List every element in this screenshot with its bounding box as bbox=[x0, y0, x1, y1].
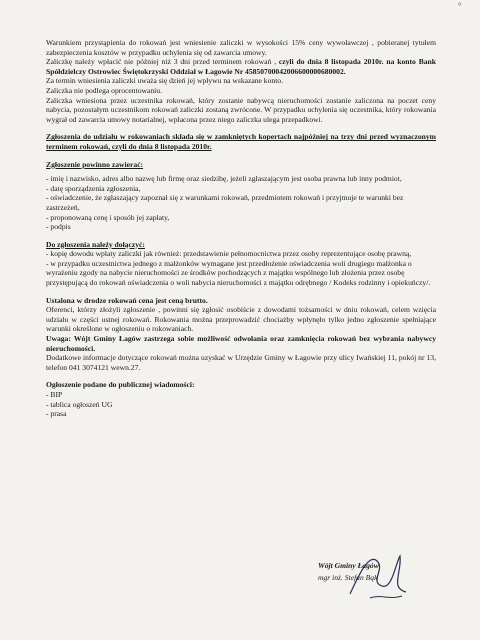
list-item: - kopię dowodu wpłaty zaliczki jak również: przedstawienie pełnomocnictwa przez osoby reprezentujące osobę prawną, bbox=[46, 249, 412, 259]
corner-mark: ° bbox=[458, 1, 462, 11]
signature-block bbox=[318, 560, 379, 584]
list-item: - tablica ogłoszeń UG bbox=[46, 399, 113, 409]
paragraph-uwaga: Uwaga: Wójt Gminy Łagów zastrzega sobie możliwość odwołania oraz zamknięcia rokowań bez wybrania nabywcy nieruchomości. bbox=[46, 334, 436, 353]
list-item: - oświadczenie, że zgłaszający zapoznał się z warunkami rokowań, przedmiotem rokowań i przyjmuje te warunki bez zastrzeżeń, bbox=[46, 193, 404, 212]
list-ogloszenie bbox=[46, 390, 436, 419]
paragraph-informacje: Dodatkowe informacje dotyczące rokowań można uzyskać w Urzędzie Gminy w Łagowie przy ulicy Iwańskiej 11, pokój nr 13, telefon 041 3074121 wewn.27. bbox=[46, 353, 436, 372]
heading-dolaczyc: Do zgłoszenia należy dołączyć: bbox=[46, 239, 145, 249]
list-item: - proponowaną cenę i sposób jej zapłaty, bbox=[46, 212, 170, 222]
paragraph-zaliczka-zwrot: Zaliczka wniesiona przez uczestnika rokowań, który zostanie nabywcą nieruchomości zostanie zaliczona na poczet ceny nabycia, pozostałym uczestnikom rokowań zaliczki zostaną zwrócone. W przypadku uchylenia się uczestnika, który rokowania wygrał od zawarcia umowy notarialnej, wpłacona przez niego zaliczka ulega przepadkowi. bbox=[46, 95, 436, 124]
paragraph-oferenci: Oferenci, którzy złożyli zgłoszenie , powinni się zgłosić osobiście z dowodami tożsamości w dniu rokowań, celem wzięcia udziału w części ustnej rokowań. Rokowania można przeprowadzić chociażby wpłynęło tylko jedno zgłoszenie spełniające warunki określone w ogłoszeniu o rokowaniach. bbox=[46, 305, 436, 334]
heading-ogloszenie: Ogłoszenie podane do publicznej wiadomości: bbox=[46, 380, 195, 390]
signature-name: mgr inż. Stefan Bąk bbox=[318, 573, 378, 582]
list-item: - prasa bbox=[46, 409, 67, 419]
paragraph-oprocentowanie: Zaliczka nie podlega oprocentowaniu. bbox=[46, 85, 162, 95]
paragraph-zaliczka: Warunkiem przystąpienia do rokowań jest wniesienie zaliczki w wysokości 15% ceny wywoławczej , pobieranej tytułem zabezpieczenia kosztów w przypadku uchylenia się od zawarcia umowy. bbox=[46, 38, 436, 57]
heading-cena-brutto: Ustalona w drodze rokowań cena jest ceną brutto. bbox=[46, 295, 208, 305]
signature-title: Wójt Gminy Łagów bbox=[318, 561, 379, 570]
list-item: - datę sporządzenia zgłoszenia, bbox=[46, 183, 141, 193]
list-item: - w przypadku uczestnictwa jednego z małżonków wymagane jest przedłożenie oświadczenia woli drugiego małżonka o wyrażeniu zgody na nabycie nieruchomości ze środków pochodzących z majątku wspólnego lub złożenia przez osobę przystępującą do rokowań oświadczenia o woli nabycia nieruchomości z majątku odrębnego / Kodeks rodzinny i opiekuńczy/. bbox=[46, 258, 431, 288]
list-item: - podpis bbox=[46, 222, 71, 232]
list-dolaczyc bbox=[46, 249, 436, 287]
paragraph-termin: Za termin wniesienia zaliczki uważa się dzień jej wpływu na wskazane konto. bbox=[46, 76, 284, 86]
list-zgloszenie bbox=[46, 174, 436, 232]
wplata-bank-account: czyli do dnia 8 listopada 2010r. na konto Bank Spółdzielczy Ostrowiec Świętokrzyski Oddział w Łagowie Nr 45850700042006600000680002. bbox=[46, 57, 437, 76]
paragraph-zgloszenia-termin: Zgłoszenia do udziału w rokowaniach składa się w zamkniętych kopertach najpóźniej na trzy dni przed wyznaczonym terminem rokowań, czyli do dnia 8 listopada 2010r. bbox=[46, 132, 436, 151]
list-item: - BIP bbox=[46, 390, 63, 399]
heading-zgloszenie: Zgłoszenie powinno zawierać: bbox=[46, 159, 144, 169]
list-item: - imię i nazwisko, adres albo nazwę lub firmę oraz siedzibę, jeżeli zgłaszającym jest osoba prawna lub inny podmiot, bbox=[46, 174, 402, 184]
paragraph-wplata bbox=[46, 57, 436, 76]
wplata-lead: Zaliczkę należy wpłacić nie później niż 3 dni przed terminem rokowań , bbox=[46, 57, 279, 67]
